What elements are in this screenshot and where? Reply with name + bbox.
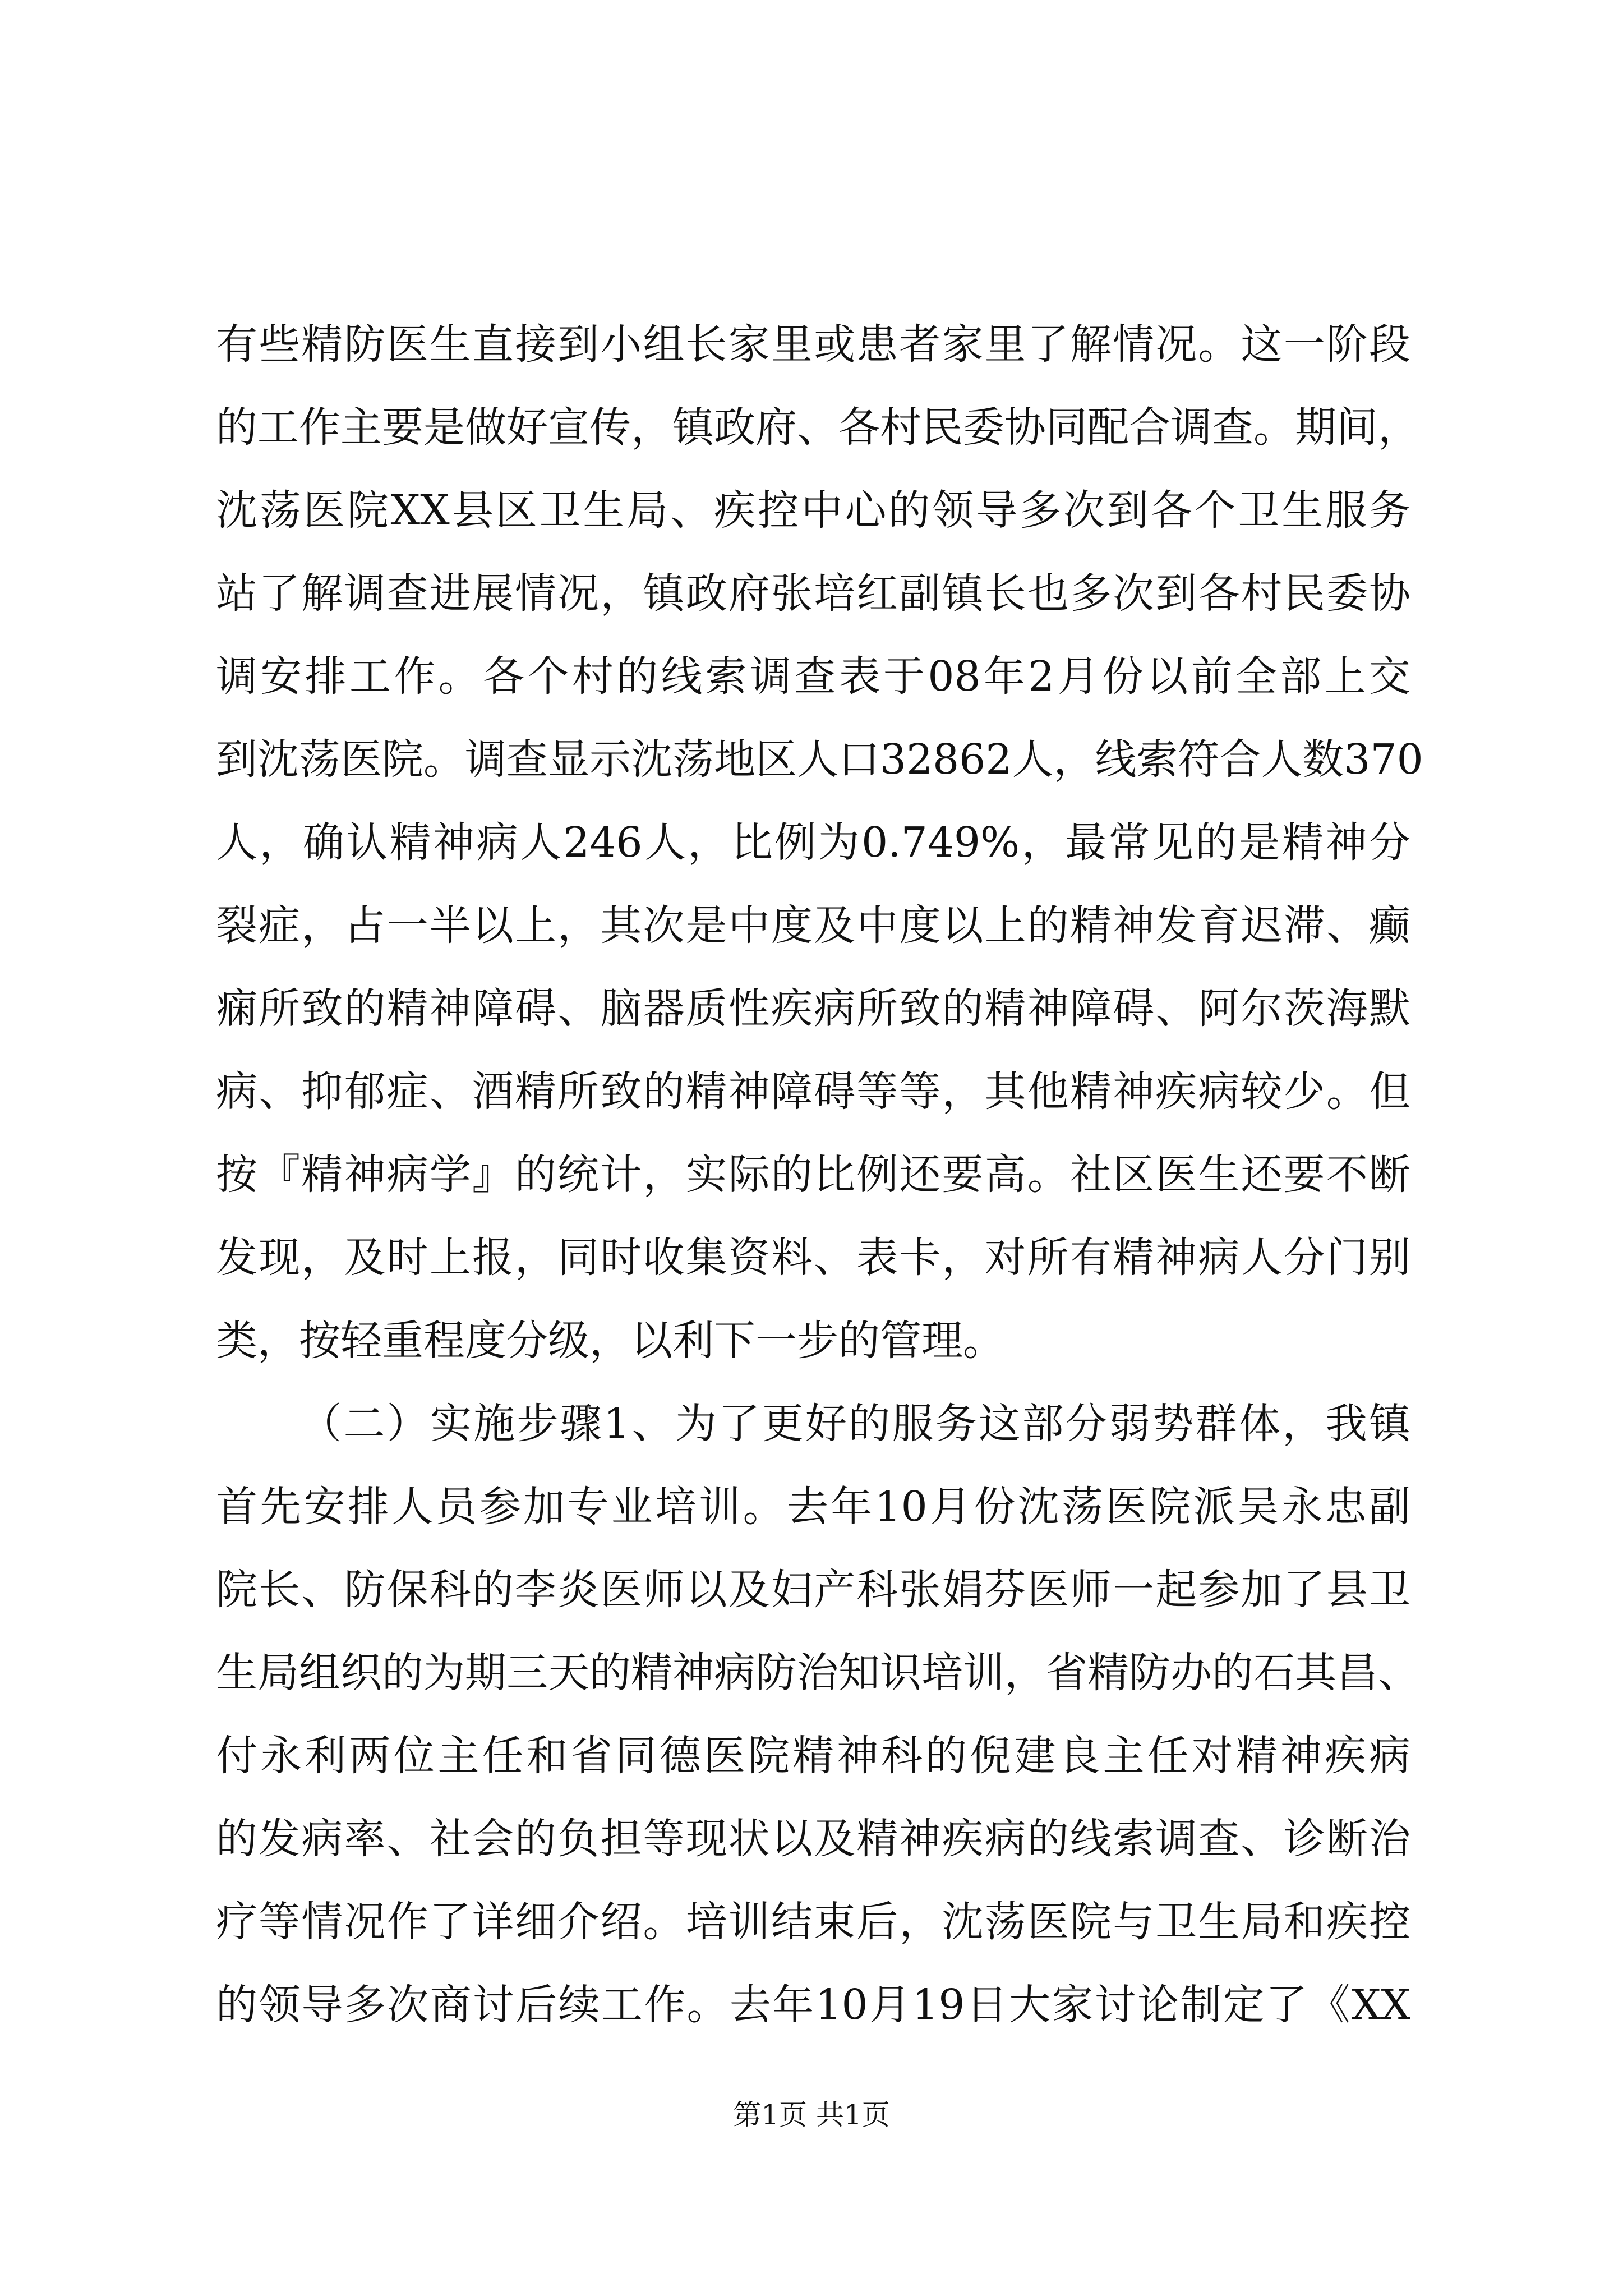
text-line: 调安排工作。各个村的线索调查表于08年2月份以前全部上交 xyxy=(216,652,1410,701)
paragraph-1 xyxy=(216,303,1423,1382)
text-line: 痫所致的精神障碍、脑器质性疾病所致的精神障碍、阿尔茨海默 xyxy=(216,984,1410,1033)
text-line: 人，确认精神病人246人，比例为0.749%，最常见的是精神分 xyxy=(216,818,1410,867)
text-line: 按『精神病学』的统计，实际的比例还要高。社区医生还要不断 xyxy=(216,1151,1410,1199)
text-line: （二）实施步骤1、为了更好的服务这部分弱势群体，我镇 xyxy=(300,1400,1410,1448)
text-line: 院长、防保科的李炎医师以及妇产科张娟芬医师一起参加了县卫 xyxy=(216,1566,1410,1614)
text-line: 付永利两位主任和省同德医院精神科的倪建良主任对精神疾病 xyxy=(216,1732,1410,1780)
text-line: 的工作主要是做好宣传，镇政府、各村民委协同配合调查。期间， xyxy=(216,403,1419,452)
document-body xyxy=(216,303,1423,2046)
text-line: 到沈荡医院。调查显示沈荡地区人口32862人，线索符合人数370 xyxy=(216,735,1423,784)
text-line: 裂症，占一半以上，其次是中度及中度以上的精神发育迟滞、癫 xyxy=(216,901,1410,950)
text-line: 类，按轻重程度分级，以利下一步的管理。 xyxy=(216,1317,1004,1365)
text-line: 的领导多次商讨后续工作。去年10月19日大家讨论制定了《XX xyxy=(216,1981,1410,2029)
text-line: 疗等情况作了详细介绍。培训结束后，沈荡医院与卫生局和疾控 xyxy=(216,1898,1410,1946)
text-line: 的发病率、社会的负担等现状以及精神疾病的线索调查、诊断治 xyxy=(216,1815,1410,1863)
page-footer: 第1页 共1页 xyxy=(733,2099,890,2131)
text-line: 病、抑郁症、酒精所致的精神障碍等等，其他精神疾病较少。但 xyxy=(216,1068,1410,1116)
text-line: 发现，及时上报，同时收集资料、表卡，对所有精神病人分门别 xyxy=(216,1234,1410,1282)
text-line: 沈荡医院XX县区卫生局、疾控中心的领导多次到各个卫生服务 xyxy=(216,486,1410,535)
paragraph-2 xyxy=(216,1382,1419,2046)
text-line: 站了解调查进展情况，镇政府张培红副镇长也多次到各村民委协 xyxy=(216,569,1410,618)
text-line: 首先安排人员参加专业培训。去年10月份沈荡医院派吴永忠副 xyxy=(216,1483,1410,1531)
text-line: 有些精防医生直接到小组长家里或患者家里了解情况。这一阶段 xyxy=(216,320,1410,369)
text-line: 生局组织的为期三天的精神病防治知识培训，省精防办的石其昌、 xyxy=(216,1649,1419,1697)
